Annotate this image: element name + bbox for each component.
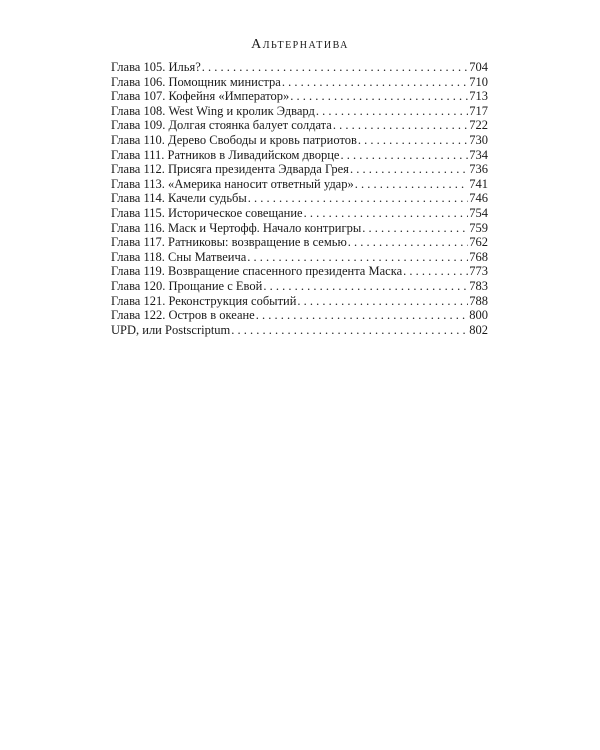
toc-page-number: 730	[469, 132, 488, 147]
toc-page-number: 768	[469, 249, 488, 264]
toc-entry	[111, 206, 488, 221]
toc-entry-title: Глава 114. Качели судьбы	[111, 191, 247, 206]
toc-dot-leader	[247, 250, 468, 265]
toc-entry-title: Глава 110. Дерево Свободы и кровь патриотов	[111, 132, 357, 147]
toc-entry	[111, 60, 488, 75]
toc-page-number: 788	[469, 293, 488, 308]
running-head-title: Альтернатива	[251, 37, 349, 52]
toc-entry-title: Глава 113. «Америка наносит ответный удар»	[111, 176, 354, 191]
toc-entry	[111, 308, 488, 323]
toc-page-number: 736	[469, 162, 488, 177]
toc-dot-leader	[297, 294, 468, 309]
toc-dot-leader	[248, 191, 468, 206]
toc-page-number: 722	[469, 118, 488, 133]
toc-dot-leader	[231, 323, 468, 338]
toc-page-number: 746	[469, 191, 488, 206]
toc-entry-title: Глава 109. Долгая стоянка балует солдата	[111, 118, 332, 133]
toc-dot-leader	[290, 89, 468, 104]
toc-entry-title: UPD, или Postscriptum	[111, 322, 231, 337]
toc-entry-title: Глава 105. Илья?	[111, 60, 201, 74]
toc-page-number: 710	[469, 74, 488, 89]
toc-page-number: 713	[469, 89, 488, 104]
toc-dot-leader	[362, 221, 468, 236]
toc-page-number: 800	[469, 308, 488, 323]
toc-entry	[111, 118, 488, 133]
toc-entry	[111, 279, 488, 294]
toc-dot-leader	[340, 148, 468, 163]
toc-page-number: 704	[469, 60, 488, 74]
toc-entry-title: Глава 120. Прощание с Евой	[111, 278, 263, 293]
toc-entry-title: Глава 121. Реконструкция событий	[111, 293, 297, 308]
toc-entry	[111, 264, 488, 279]
toc-dot-leader	[358, 133, 468, 148]
toc-dot-leader	[256, 308, 469, 323]
toc-entry	[111, 250, 488, 265]
toc-entry-title: Глава 107. Кофейня «Император»	[111, 89, 290, 104]
toc-dot-leader	[403, 264, 468, 279]
toc-entry-title: Глава 122. Остров в океане	[111, 308, 255, 323]
toc-entry-title: Глава 116. Маск и Чертофф. Начало контригры	[111, 220, 362, 235]
toc-entry	[111, 104, 488, 119]
toc-entry-title: Глава 115. Историческое совещание	[111, 205, 303, 220]
toc-dot-leader	[202, 60, 469, 75]
toc-entry	[111, 221, 488, 236]
toc-entry-title: Глава 108. West Wing и кролик Эдвард	[111, 103, 315, 118]
toc-dot-leader	[333, 118, 468, 133]
toc-entry-title: Глава 119. Возвращение спасенного президента Маска	[111, 264, 403, 279]
toc-dot-leader	[316, 104, 468, 119]
toc-page-number: 759	[469, 220, 488, 235]
toc-entry-title: Глава 117. Ратниковы: возвращение в семью	[111, 235, 347, 250]
toc-page-number: 754	[469, 205, 488, 220]
toc-entry-title: Глава 106. Помощник министра	[111, 74, 281, 89]
toc-page-number: 773	[469, 264, 488, 279]
toc-page-number: 783	[469, 278, 488, 293]
toc-entry	[111, 191, 488, 206]
toc-dot-leader	[355, 177, 469, 192]
toc-dot-leader	[350, 162, 468, 177]
toc-page-number: 734	[469, 147, 488, 162]
toc-entry-title: Глава 111. Ратников в Ливадийском дворце	[111, 147, 340, 162]
toc-dot-leader	[348, 235, 468, 250]
toc-entry	[111, 294, 488, 309]
toc-entry	[111, 162, 488, 177]
toc-page-number: 762	[469, 235, 488, 250]
toc-entry	[111, 323, 488, 338]
toc-page-number: 741	[469, 176, 488, 191]
toc-entry	[111, 89, 488, 104]
toc-entry	[111, 75, 488, 90]
toc-page-number: 802	[469, 322, 488, 337]
toc-dot-leader	[282, 75, 468, 90]
toc-entry	[111, 235, 488, 250]
toc-entry	[111, 148, 488, 163]
table-of-contents	[111, 60, 488, 337]
toc-entry-title: Глава 112. Присяга президента Эдварда Грея	[111, 162, 349, 177]
toc-page-number: 717	[469, 103, 488, 118]
toc-dot-leader	[304, 206, 469, 221]
toc-entry	[111, 177, 488, 192]
toc-entry-title: Глава 118. Сны Матвеича	[111, 249, 247, 264]
toc-dot-leader	[263, 279, 468, 294]
toc-entry	[111, 133, 488, 148]
